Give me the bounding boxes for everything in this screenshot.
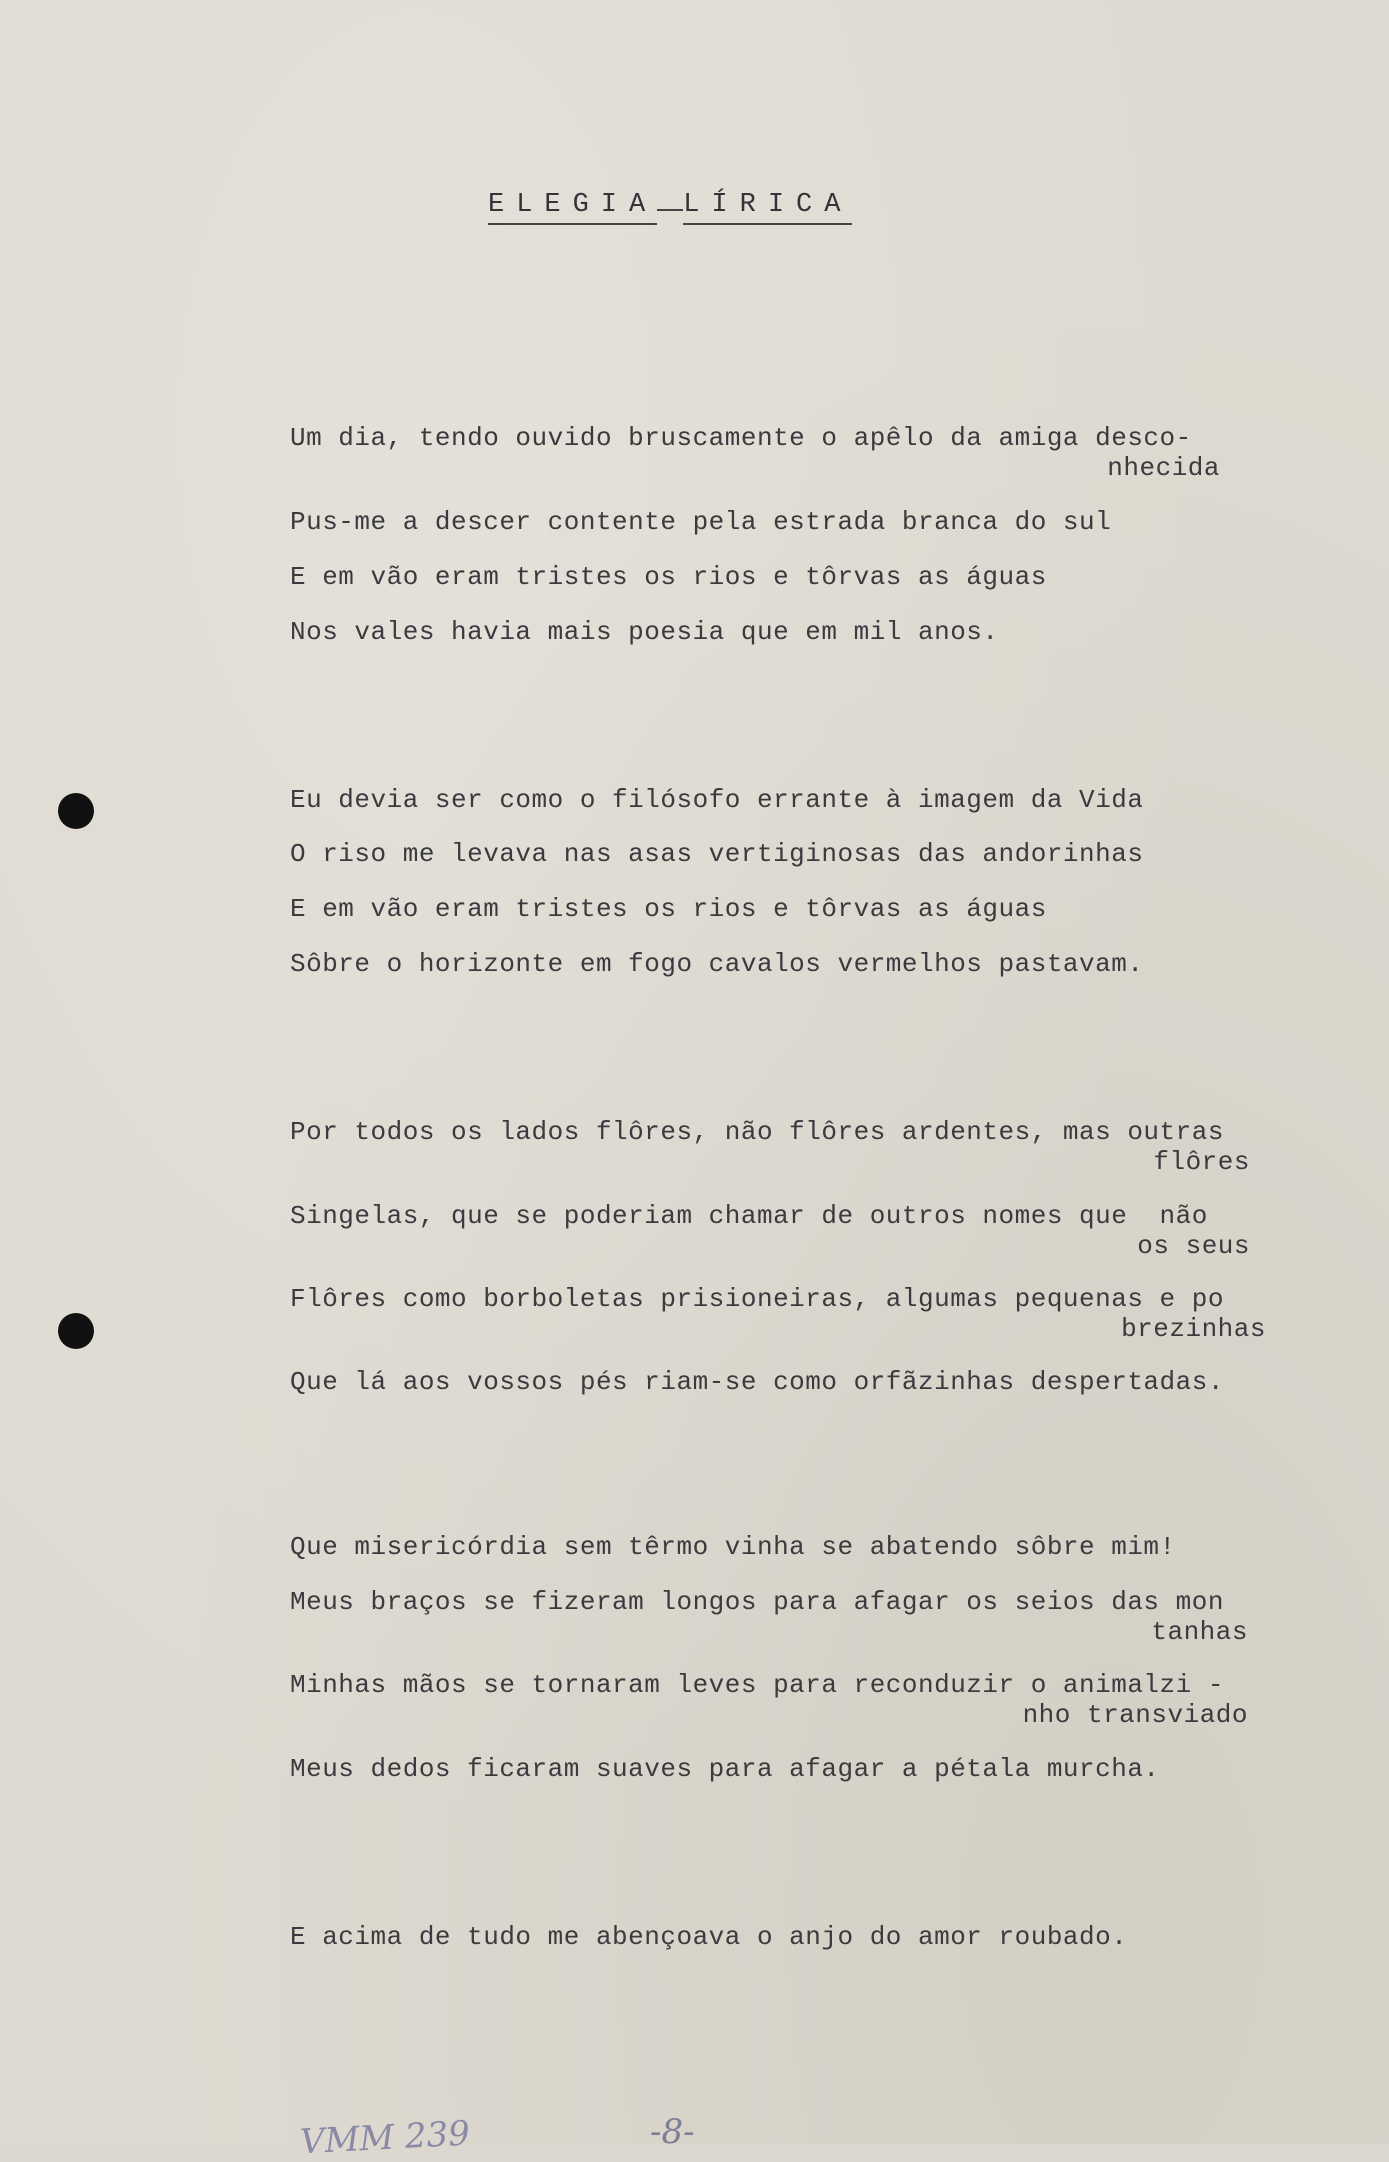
poem-line-continuation: os seus (1137, 1231, 1250, 1261)
poem-line: Meus dedos ficaram suaves para afagar a pétala murcha. (290, 1754, 1160, 1784)
poem-line-continuation: tanhas (1151, 1617, 1248, 1647)
poem-line: E acima de tudo me abençoava o anjo do amor roubado. (290, 1922, 1128, 1952)
poem-line: Nos vales havia mais poesia que em mil anos. (290, 617, 999, 647)
punch-hole-bottom (58, 1313, 94, 1349)
poem-line: Um dia, tendo ouvido bruscamente o apêlo da amiga desco- (290, 423, 1192, 453)
punch-hole-top (58, 793, 94, 829)
poem-title (488, 190, 852, 220)
poem-line: E em vão eram tristes os rios e tôrvas as águas (290, 562, 1047, 592)
poem-line-continuation: nho transviado (1022, 1700, 1248, 1730)
archive-signature: VMM 239 (299, 2113, 471, 2162)
title-word-1: ELEGIA (488, 190, 657, 225)
page-number: -8- (650, 2112, 695, 2152)
poem-line-continuation: brezinhas (1121, 1314, 1266, 1344)
poem-line: O riso me levava nas asas vertiginosas das andorinhas (290, 839, 1144, 869)
poem-line: Minhas mãos se tornaram leves para reconduzir o animalzi - (290, 1670, 1224, 1700)
poem-line: E em vão eram tristes os rios e tôrvas as águas (290, 894, 1047, 924)
poem-line: Que misericórdia sem têrmo vinha se abatendo sôbre mim! (290, 1532, 1176, 1562)
poem-line: Meus braços se fizeram longos para afagar os seios das mon (290, 1587, 1224, 1617)
title-word-2: LÍRICA (683, 190, 852, 225)
poem-line: Por todos os lados flôres, não flôres ardentes, mas outras (290, 1117, 1224, 1147)
poem-line: Eu devia ser como o filósofo errante à imagem da Vida (290, 785, 1144, 815)
poem-line: Singelas, que se poderiam chamar de outros nomes que não (290, 1201, 1208, 1231)
poem-line: Flôres como borboletas prisioneiras, algumas pequenas e po (290, 1284, 1224, 1314)
poem-line: Sôbre o horizonte em fogo cavalos vermelhos pastavam. (290, 949, 1144, 979)
poem-line: Pus-me a descer contente pela estrada branca do sul (290, 507, 1112, 537)
poem-line-continuation: nhecida (1107, 453, 1220, 483)
poem-line: Que lá aos vossos pés riam-se como orfãzinhas despertadas. (290, 1367, 1224, 1397)
poem-line-continuation: flôres (1153, 1147, 1250, 1177)
